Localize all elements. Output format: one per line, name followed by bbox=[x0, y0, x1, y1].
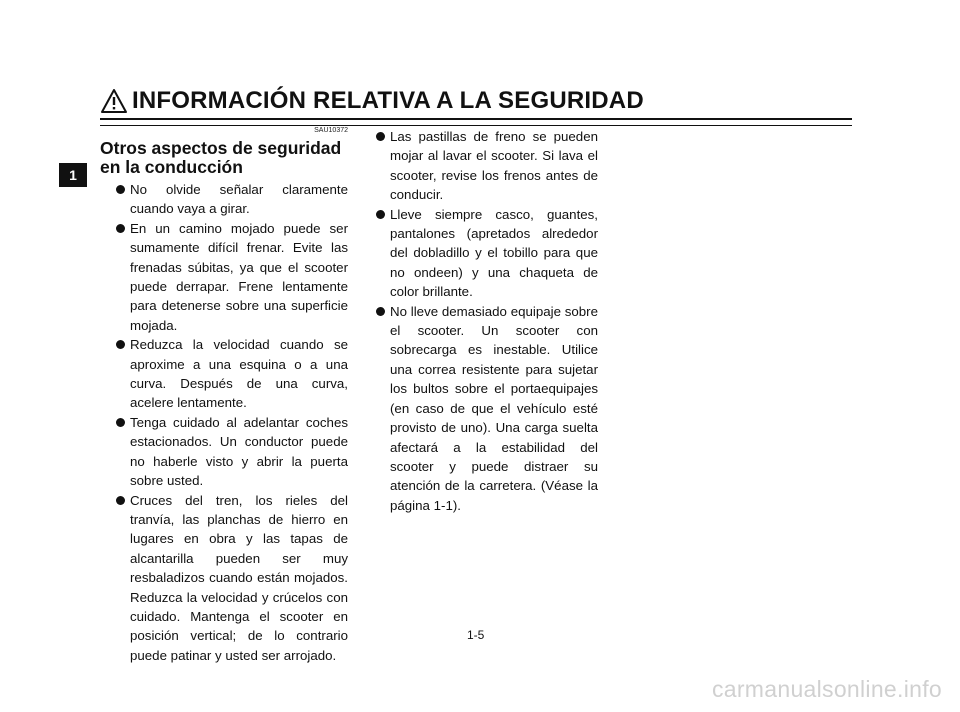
chapter-tab: 1 bbox=[59, 163, 87, 187]
list-item-text: No olvide señalar claramente cuando vaya a girar. bbox=[130, 182, 348, 217]
bullet-icon bbox=[116, 224, 125, 233]
page-number: 1-5 bbox=[467, 628, 485, 642]
left-bullet-list bbox=[100, 180, 348, 665]
section-code: SAU10372 bbox=[314, 127, 348, 134]
list-item-text: Tenga cuidado al adelantar coches estacionados. Un conductor puede no haberle visto y abrir la puerta sobre usted. bbox=[130, 414, 348, 489]
list-item-text: En un camino mojado puede ser sumamente difícil frenar. Evite las frenadas súbitas, ya que el scooter puede derrapar. Frene lentamente para detenerse sobre una superficie mojada. bbox=[130, 220, 348, 333]
list-item bbox=[100, 491, 348, 666]
list-item bbox=[100, 180, 348, 219]
warning-triangle-icon bbox=[100, 88, 128, 114]
list-item bbox=[100, 335, 348, 413]
bullet-icon bbox=[116, 496, 125, 505]
bullet-icon bbox=[376, 132, 385, 141]
section-title-line1: Otros aspectos de seguridad bbox=[100, 138, 342, 158]
list-item bbox=[362, 205, 598, 302]
header-rule bbox=[100, 118, 852, 126]
list-item-text: Lleve siempre casco, guantes, pantalones (apretados alrededor del dobladillo y el tobillo para que no ondeen) y una chaqueta de color brillante. bbox=[390, 206, 598, 300]
bullet-icon bbox=[116, 340, 125, 349]
bullet-icon bbox=[116, 418, 125, 427]
left-column bbox=[100, 126, 348, 665]
list-item-text: Cruces del tren, los rieles del tranvía, las planchas de hierro en lugares en obra y las tapas de alcantarilla pueden ser muy resbaladizos cuando están mojados. Reduzca la velocidad y crúcelos con cuidado. Mantenga el scooter en posición vertical; de lo contrario puede patinar y usted ser arrojado. bbox=[130, 492, 348, 663]
list-item bbox=[100, 413, 348, 491]
section-title-line2: en la conducción bbox=[100, 157, 243, 177]
list-item bbox=[362, 302, 598, 515]
list-item-text: No lleve demasiado equipaje sobre el scooter. Un scooter con sobrecarga es inestable. Utilice una correa resistente para sujetar los bultos sobre el portaequipajes (en caso de que el vehículo esté provisto de uno). Una carga suelta afectará a la estabilidad del scooter y puede distraer su atención de la carretera. (Véase la página 1-1). bbox=[390, 303, 598, 513]
right-bullet-list bbox=[362, 127, 598, 515]
bullet-icon bbox=[376, 210, 385, 219]
list-item-text: Reduzca la velocidad cuando se aproxime a una esquina o a una curva. Después de una curva, acelere lentamente. bbox=[130, 337, 348, 411]
bullet-icon bbox=[376, 307, 385, 316]
header-title: INFORMACIÓN RELATIVA A LA SEGURIDAD bbox=[132, 87, 644, 114]
list-item bbox=[100, 219, 348, 335]
watermark: carmanualsonline.info bbox=[711, 676, 942, 702]
right-column bbox=[362, 127, 598, 515]
list-item bbox=[362, 127, 598, 205]
section-title bbox=[100, 139, 348, 177]
bullet-icon bbox=[116, 185, 125, 194]
list-item-text: Las pastillas de freno se pueden mojar al lavar el scooter. Si lava el scooter, revise los frenos antes de conducir. bbox=[390, 129, 598, 203]
section-header bbox=[100, 86, 644, 116]
